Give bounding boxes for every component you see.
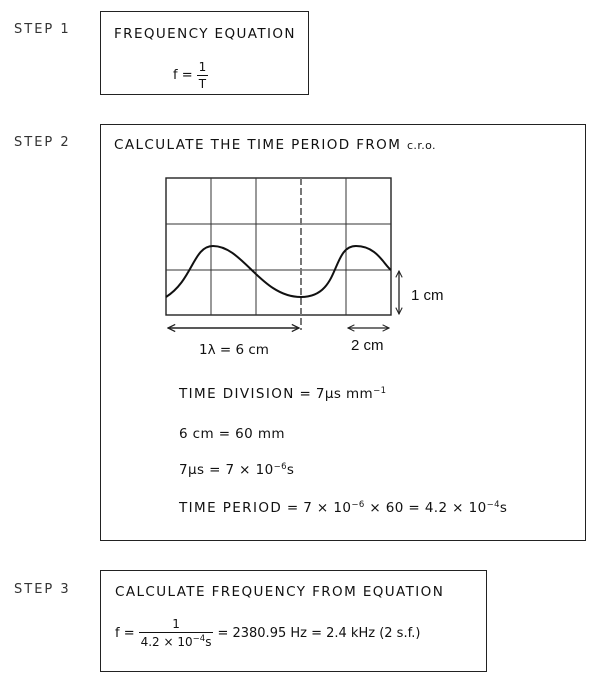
final-equation-lhs: f = (115, 625, 135, 641)
wavelength-label: 1λ = 6 cm (199, 342, 269, 358)
final-denominator-unit: s (205, 635, 212, 649)
time-period-exponent-1: −6 (351, 500, 365, 510)
final-fraction-numerator: 1 (172, 617, 180, 631)
time-conversion-unit: s (286, 462, 295, 478)
fraction-numerator: 1 (198, 60, 207, 74)
time-division-exponent: −1 (373, 386, 387, 396)
time-conversion-exponent: −6 (273, 462, 287, 472)
final-fraction-denominator (139, 632, 214, 649)
final-equation-result: = 2380.95 Hz = 2.4 kHz (2 s.f.) (217, 625, 421, 641)
time-period-term: TIME PERIOD (179, 500, 283, 516)
time-period-unit: s (499, 500, 508, 516)
distance-conversion-line: 6 cm = 60 mm (179, 426, 285, 442)
time-period-base: = 7 × 10 (282, 500, 352, 516)
time-division-term: TIME DIVISION (179, 386, 295, 402)
time-conversion-line (179, 462, 294, 478)
final-equation-fraction (139, 617, 214, 649)
step-2-label: STEP 2 (14, 135, 71, 150)
time-period-line (179, 500, 507, 516)
step-1-heading: FREQUENCY EQUATION (114, 26, 296, 42)
cro-diagram (101, 125, 585, 375)
final-denominator-exponent: −4 (192, 634, 206, 644)
vertical-division-label: 1 cm (411, 287, 444, 304)
frequency-equation (173, 60, 212, 91)
step-2-box (100, 124, 586, 541)
final-frequency-equation (115, 617, 420, 649)
step-1-box (100, 11, 309, 95)
step-3-heading: CALCULATE FREQUENCY FROM EQUATION (115, 584, 445, 600)
time-division-value: = 7μs mm (294, 386, 374, 402)
time-period-exponent-2: −4 (486, 500, 500, 510)
step-2-heading-text: CALCULATE THE TIME PERIOD FROM (114, 137, 402, 153)
final-denominator-base: 4.2 × 10 (140, 635, 193, 649)
step-3-box (100, 570, 487, 672)
frequency-equation-fraction (197, 60, 209, 91)
time-period-middle: × 60 = 4.2 × 10 (364, 500, 487, 516)
horizontal-division-label: 2 cm (351, 337, 384, 354)
step-2-heading-suffix: c.r.o. (406, 139, 436, 152)
time-division-line (179, 386, 386, 402)
step-1-label: STEP 1 (14, 22, 71, 37)
frequency-equation-lhs: f = (173, 68, 193, 83)
time-conversion-base: 7μs = 7 × 10 (179, 462, 274, 478)
step-3-label: STEP 3 (14, 582, 71, 597)
fraction-denominator: T (198, 77, 207, 91)
